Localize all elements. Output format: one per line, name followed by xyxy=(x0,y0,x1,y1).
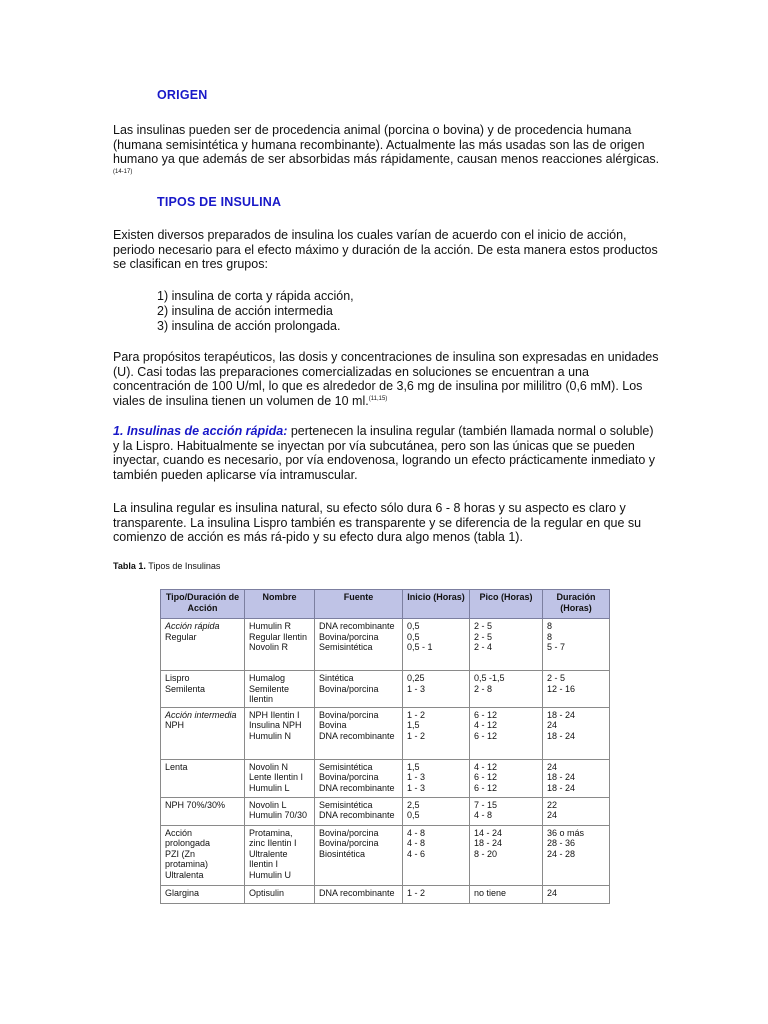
cell-line: 1,5 xyxy=(407,720,420,730)
cell-line: 22 xyxy=(547,799,558,810)
cell-line: Biosintética xyxy=(319,848,366,859)
cell-line: Semilenta xyxy=(165,683,206,694)
cell-line: 2,5 xyxy=(407,799,420,810)
cell-line: prolongada xyxy=(165,838,211,848)
cell-inicio xyxy=(403,797,470,825)
table-caption-text: Tipos de Insulinas xyxy=(145,561,221,571)
cell-line: Ilentin I xyxy=(249,859,279,869)
cell-duracion xyxy=(543,825,610,885)
cell-inicio xyxy=(403,707,470,759)
cell-line: 1 - 3 xyxy=(407,782,426,793)
cell-pico xyxy=(470,619,543,671)
cell-line: 0,25 xyxy=(407,673,425,683)
cell-line: 6 - 12 xyxy=(474,730,498,741)
cell-line: 24 xyxy=(547,810,558,820)
rapida-text: pertenecen la insulina regular (también llamada normal o soluble) y la Lispro. Habitualmente se inyectan por vía subcutánea, pero son las únicas que se pueden inyectar, cuando es necesario, por vía endovenosa, logrando un efecto prácticamente inmediato y también pueden aplicarse vía intramuscular. xyxy=(113,424,656,482)
cell-line: 4 - 12 xyxy=(474,720,498,730)
rapida-heading: 1. Insulinas de acción rápida: xyxy=(113,424,288,438)
cell-line: 2 - 5 xyxy=(474,631,493,642)
cell-line: 2 - 8 xyxy=(474,683,493,694)
cell-line: Bovina/porcina xyxy=(319,709,379,720)
cell-tipo xyxy=(161,759,245,797)
cell-nombre xyxy=(245,707,315,759)
cell-line: 18 - 24 xyxy=(547,730,576,741)
cell-line: 0,5 xyxy=(407,631,420,642)
table-caption-label: Tabla 1. xyxy=(113,561,146,571)
cell-line: Humulin N xyxy=(249,730,292,741)
table-row xyxy=(161,759,610,797)
cell-line: Bovina/porcina xyxy=(319,838,379,848)
cell-inicio xyxy=(403,619,470,671)
cell-pico xyxy=(470,797,543,825)
table-row xyxy=(161,885,610,903)
cell-line: 6 - 12 xyxy=(474,782,498,793)
cell-line: DNA recombinante xyxy=(319,887,395,898)
cell-line: 28 - 36 xyxy=(547,838,576,848)
cell-nombre xyxy=(245,759,315,797)
cell-line: Sintética xyxy=(319,673,354,683)
cell-line: Ultralente xyxy=(249,848,288,859)
cell-line: 12 - 16 xyxy=(547,683,576,694)
header-pico: Pico (Horas) xyxy=(470,590,543,619)
cell-line: no tiene xyxy=(474,887,507,898)
tipos-intro-paragraph: Existen diversos preparados de insulina los cuales varían de acuerdo con el inicio de acción, periodo necesario para el efecto máximo y duración de la acción. De esta manera estos productos se clasifican en tres grupos: xyxy=(113,228,658,272)
cell-line: Regular xyxy=(165,631,197,642)
cell-line: 2 - 5 xyxy=(474,621,493,631)
cell-line: Novolin R xyxy=(249,642,289,652)
cell-line: DNA recombinante xyxy=(319,810,395,820)
table-row xyxy=(161,825,610,885)
cell-line: 4 - 6 xyxy=(407,848,426,859)
cell-tipo xyxy=(161,671,245,708)
cell-line: Ultralenta xyxy=(165,869,204,880)
cell-line: 8 xyxy=(547,621,553,631)
cell-line: protamina) xyxy=(165,859,209,869)
cell-line: 6 - 12 xyxy=(474,709,498,720)
header-duracion: Duración (Horas) xyxy=(543,590,610,619)
cell-line: Protamina, xyxy=(249,827,293,838)
cell-line: 0,5 xyxy=(407,621,420,631)
cell-line: 4 - 12 xyxy=(474,761,498,772)
cell-duracion xyxy=(543,707,610,759)
cell-pico xyxy=(470,825,543,885)
cell-line: 1 - 2 xyxy=(407,887,426,898)
cell-line: 24 xyxy=(547,887,558,898)
cell-line: 0,5 - 1 xyxy=(407,642,433,652)
cell-pico xyxy=(470,707,543,759)
cell-line: 24 - 28 xyxy=(547,848,576,859)
cell-line: 0,5 -1,5 xyxy=(474,673,505,683)
cell-line: Bovina xyxy=(319,720,347,730)
cell-tipo xyxy=(161,825,245,885)
cell-line: Acción intermedia xyxy=(165,709,237,720)
cell-tipo xyxy=(161,619,245,671)
cell-line: 1,5 xyxy=(407,761,420,772)
cell-fuente xyxy=(315,759,403,797)
cell-pico xyxy=(470,671,543,708)
cell-line: DNA recombinante xyxy=(319,782,395,793)
cell-duracion xyxy=(543,797,610,825)
cell-line: NPH xyxy=(165,720,185,730)
cell-line: Insulina NPH xyxy=(249,720,302,730)
cell-line: 14 - 24 xyxy=(474,827,503,838)
cell-line: Semisintética xyxy=(319,799,373,810)
cell-line: 24 xyxy=(547,761,558,772)
cell-line: 2 - 4 xyxy=(474,642,493,652)
origen-text: Las insulinas pueden ser de procedencia animal (porcina o bovina) y de procedencia humana (humana semisintética y humana recombinante). Actualmente las más usadas son las de origen humano ya que además de ser absorbidas más rápidamente, causan menos reacciones alérgicas. xyxy=(113,123,660,167)
cell-line: 1 - 3 xyxy=(407,683,426,694)
cell-tipo xyxy=(161,707,245,759)
cell-line: Lenta xyxy=(165,761,188,772)
cell-line: Ilentin xyxy=(249,694,274,704)
cell-line: 1 - 3 xyxy=(407,772,426,782)
cell-line: Humulin R xyxy=(249,621,292,631)
cell-fuente xyxy=(315,619,403,671)
cell-line: Optisulin xyxy=(249,887,285,898)
list-item: 3) insulina de acción prolongada. xyxy=(157,319,341,333)
cell-fuente xyxy=(315,707,403,759)
cell-inicio xyxy=(403,671,470,708)
cell-line: Bovina/porcina xyxy=(319,827,379,838)
cell-pico xyxy=(470,759,543,797)
table-row xyxy=(161,797,610,825)
cell-line: 8 - 20 xyxy=(474,848,498,859)
origen-paragraph xyxy=(113,123,661,181)
cell-line: Bovina/porcina xyxy=(319,683,379,694)
cell-line: 1 - 2 xyxy=(407,709,426,720)
cell-line: DNA recombinante xyxy=(319,730,395,741)
list-item: 2) insulina de acción intermedia xyxy=(157,304,333,318)
cell-inicio xyxy=(403,759,470,797)
cell-nombre xyxy=(245,825,315,885)
cell-tipo xyxy=(161,885,245,903)
cell-inicio xyxy=(403,885,470,903)
list-item: 1) insulina de corta y rápida acción, xyxy=(157,289,354,303)
cell-pico xyxy=(470,885,543,903)
table-row xyxy=(161,619,610,671)
cell-line: 6 - 12 xyxy=(474,772,498,782)
cell-fuente xyxy=(315,671,403,708)
cell-line: 7 - 15 xyxy=(474,799,498,810)
cell-duracion xyxy=(543,619,610,671)
cell-line: 24 xyxy=(547,720,558,730)
cell-nombre xyxy=(245,797,315,825)
cell-line: NPH Ilentin I xyxy=(249,709,300,720)
cell-line: Humulin 70/30 xyxy=(249,810,308,820)
cell-line: PZI (Zn xyxy=(165,848,196,859)
cell-line: Regular Ilentin xyxy=(249,631,308,642)
cell-line: 1 - 2 xyxy=(407,730,426,741)
cell-line: 4 - 8 xyxy=(407,838,426,848)
cell-line: Glargina xyxy=(165,887,200,898)
cell-line: Humulin U xyxy=(249,869,292,880)
cell-line: DNA recombinante xyxy=(319,621,395,631)
cell-line: 18 - 24 xyxy=(547,772,576,782)
origen-reference: (14-17) xyxy=(113,168,133,175)
insulin-types-table xyxy=(160,589,610,904)
cell-line: Novolin L xyxy=(249,799,287,810)
cell-line: Semisintética xyxy=(319,642,373,652)
cell-tipo xyxy=(161,797,245,825)
cell-line: 8 xyxy=(547,631,553,642)
cell-line: 5 - 7 xyxy=(547,642,566,652)
cell-line: 18 - 24 xyxy=(547,709,576,720)
section-title-tipos: TIPOS DE INSULINA xyxy=(157,195,282,209)
cell-line: 0,5 xyxy=(407,810,420,820)
cell-line: 4 - 8 xyxy=(474,810,493,820)
cell-line: Semisintética xyxy=(319,761,373,772)
cell-line: 36 o más xyxy=(547,827,585,838)
cell-nombre xyxy=(245,885,315,903)
cell-line: Acción rápida xyxy=(165,621,220,631)
cell-line: zinc Ilentin I xyxy=(249,838,297,848)
table-header-row xyxy=(161,590,610,619)
cell-line: 2 - 5 xyxy=(547,673,566,683)
units-paragraph xyxy=(113,350,661,408)
cell-line: Humalog xyxy=(249,673,286,683)
cell-fuente xyxy=(315,797,403,825)
cell-nombre xyxy=(245,671,315,708)
insulin-groups-list xyxy=(157,289,354,334)
regular-paragraph: La insulina regular es insulina natural, su efecto sólo dura 6 - 8 horas y su aspecto es claro y transparente. La insulina Lispro también es transparente y se diferencia de la regular en que su comienzo de acción es más rá-pido y su efecto dura algo menos (tabla 1). xyxy=(113,501,642,545)
cell-line: 4 - 8 xyxy=(407,827,426,838)
cell-line: NPH 70%/30% xyxy=(165,799,226,810)
cell-line: Lispro xyxy=(165,673,190,683)
rapida-paragraph xyxy=(113,424,661,482)
cell-duracion xyxy=(543,671,610,708)
cell-line: Acción xyxy=(165,827,193,838)
cell-duracion xyxy=(543,759,610,797)
header-tipo: Tipo/Duración de Acción xyxy=(161,590,245,619)
units-reference: (11,15) xyxy=(368,395,388,402)
cell-fuente xyxy=(315,885,403,903)
cell-line: Lente Ilentin I xyxy=(249,772,304,782)
table-row xyxy=(161,671,610,708)
units-text: Para propósitos terapéuticos, las dosis y concentraciones de insulina son expresadas en unidades (U). Casi todas las preparaciones comercializadas en soluciones se encuentran a una concentración de 100 U/ml, lo que es alrededor de 3,6 mg de insulina por mililitro (0,6 mM). Los viales de insulina tienen un volumen de 10 ml. xyxy=(113,350,659,408)
cell-duracion xyxy=(543,885,610,903)
header-inicio: Inicio (Horas) xyxy=(403,590,470,619)
header-fuente: Fuente xyxy=(315,590,403,619)
cell-line: Humulin L xyxy=(249,782,290,793)
cell-line: Bovina/porcina xyxy=(319,772,379,782)
cell-line: Novolin N xyxy=(249,761,289,772)
table-row xyxy=(161,707,610,759)
cell-line: Bovina/porcina xyxy=(319,631,379,642)
cell-fuente xyxy=(315,825,403,885)
cell-nombre xyxy=(245,619,315,671)
header-nombre: Nombre xyxy=(245,590,315,619)
cell-line: Semilente xyxy=(249,683,290,694)
table-caption xyxy=(113,561,220,571)
cell-inicio xyxy=(403,825,470,885)
cell-line: 18 - 24 xyxy=(474,838,503,848)
section-title-origen: ORIGEN xyxy=(157,88,208,102)
cell-line: 18 - 24 xyxy=(547,782,576,793)
